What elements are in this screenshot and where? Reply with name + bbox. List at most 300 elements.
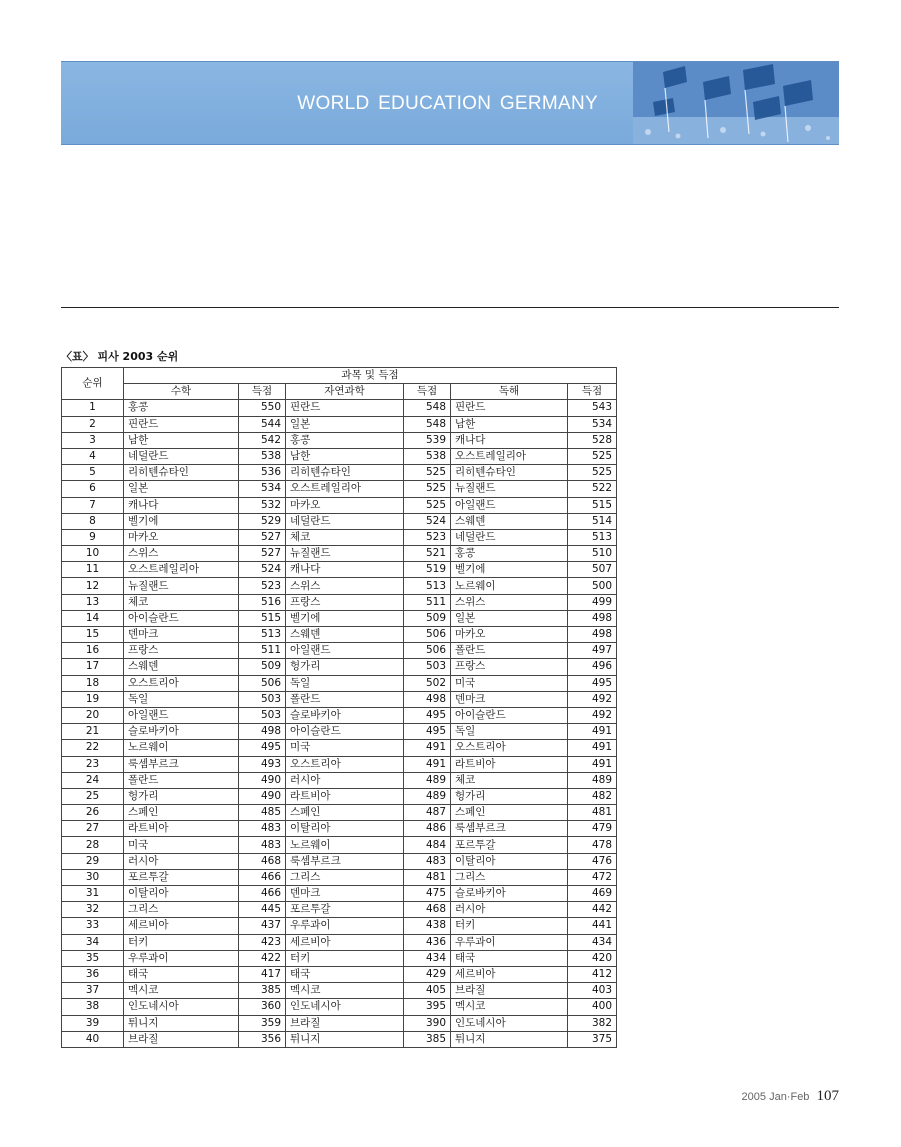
score-cell: 509	[404, 610, 451, 626]
rank-cell: 26	[62, 805, 124, 821]
rank-cell: 22	[62, 740, 124, 756]
country-cell: 스웨덴	[451, 513, 568, 529]
country-cell: 인도네시아	[451, 1015, 568, 1031]
score-cell: 390	[404, 1015, 451, 1031]
country-cell: 홍콩	[451, 546, 568, 562]
table-row	[62, 448, 617, 464]
country-cell: 우루과이	[286, 918, 404, 934]
score-cell: 523	[404, 529, 451, 545]
country-cell: 오스트리아	[124, 675, 239, 691]
score-cell: 498	[404, 691, 451, 707]
divider-line	[61, 307, 839, 308]
country-cell: 노르웨이	[286, 837, 404, 853]
score-cell: 522	[568, 481, 617, 497]
country-cell: 인도네시아	[286, 999, 404, 1015]
table-row	[62, 902, 617, 918]
country-cell: 프랑스	[451, 659, 568, 675]
country-cell: 노르웨이	[124, 740, 239, 756]
rank-cell: 10	[62, 546, 124, 562]
country-cell: 캐나다	[124, 497, 239, 513]
country-cell: 세르비아	[451, 966, 568, 982]
rank-cell: 1	[62, 400, 124, 416]
rank-cell: 19	[62, 691, 124, 707]
score-cell: 534	[568, 416, 617, 432]
table-row	[62, 966, 617, 982]
rank-cell: 4	[62, 448, 124, 464]
score-cell: 529	[239, 513, 286, 529]
score-cell: 513	[404, 578, 451, 594]
country-cell: 폴란드	[124, 772, 239, 788]
score-cell: 478	[568, 837, 617, 853]
score-cell: 486	[404, 821, 451, 837]
rank-cell: 24	[62, 772, 124, 788]
country-cell: 라트비아	[286, 788, 404, 804]
score-cell: 513	[568, 529, 617, 545]
rank-cell: 18	[62, 675, 124, 691]
score-cell: 495	[404, 707, 451, 723]
score-cell: 400	[568, 999, 617, 1015]
country-cell: 러시아	[286, 772, 404, 788]
score-cell: 484	[404, 837, 451, 853]
country-cell: 세르비아	[286, 934, 404, 950]
rank-cell: 17	[62, 659, 124, 675]
score-cell: 513	[239, 627, 286, 643]
table-row	[62, 772, 617, 788]
score-cell: 466	[239, 886, 286, 902]
country-cell: 아이슬란드	[286, 724, 404, 740]
country-cell: 프랑스	[286, 594, 404, 610]
country-cell: 마카오	[451, 627, 568, 643]
score-cell: 420	[568, 950, 617, 966]
score-cell: 498	[239, 724, 286, 740]
subheader-cell: 수학	[124, 384, 239, 400]
table-row	[62, 869, 617, 885]
country-cell: 스위스	[451, 594, 568, 610]
score-cell: 481	[404, 869, 451, 885]
country-cell: 튀니지	[451, 1031, 568, 1047]
table-row	[62, 659, 617, 675]
score-cell: 519	[404, 562, 451, 578]
country-cell: 라트비아	[124, 821, 239, 837]
country-cell: 폴란드	[286, 691, 404, 707]
score-cell: 491	[404, 756, 451, 772]
score-cell: 422	[239, 950, 286, 966]
country-cell: 오스트레일리아	[124, 562, 239, 578]
table-row	[62, 788, 617, 804]
country-cell: 벨기에	[286, 610, 404, 626]
country-cell: 미국	[286, 740, 404, 756]
score-cell: 550	[239, 400, 286, 416]
rank-cell: 20	[62, 707, 124, 723]
rank-cell: 6	[62, 481, 124, 497]
table-row	[62, 707, 617, 723]
score-cell: 492	[568, 707, 617, 723]
country-cell: 멕시코	[124, 983, 239, 999]
rank-cell: 15	[62, 627, 124, 643]
score-cell: 528	[568, 432, 617, 448]
country-cell: 네덜란드	[124, 448, 239, 464]
rank-cell: 38	[62, 999, 124, 1015]
score-cell: 382	[568, 1015, 617, 1031]
country-cell: 그리스	[451, 869, 568, 885]
score-cell: 538	[404, 448, 451, 464]
header-subjects-scores: 과목 및 득점	[124, 368, 617, 384]
score-cell: 395	[404, 999, 451, 1015]
table-row	[62, 756, 617, 772]
score-cell: 498	[568, 627, 617, 643]
score-cell: 515	[239, 610, 286, 626]
score-cell: 495	[239, 740, 286, 756]
score-cell: 385	[404, 1031, 451, 1047]
score-cell: 491	[404, 740, 451, 756]
score-cell: 503	[239, 691, 286, 707]
country-cell: 아일랜드	[124, 707, 239, 723]
rank-cell: 11	[62, 562, 124, 578]
country-cell: 캐나다	[286, 562, 404, 578]
rank-cell: 9	[62, 529, 124, 545]
country-cell: 마카오	[124, 529, 239, 545]
country-cell: 리히텐슈타인	[451, 465, 568, 481]
rank-cell: 12	[62, 578, 124, 594]
country-cell: 포르투갈	[451, 837, 568, 853]
score-cell: 489	[568, 772, 617, 788]
score-cell: 490	[239, 772, 286, 788]
score-cell: 506	[239, 675, 286, 691]
score-cell: 489	[404, 788, 451, 804]
country-cell: 이탈리아	[451, 853, 568, 869]
rank-cell: 25	[62, 788, 124, 804]
rank-cell: 30	[62, 869, 124, 885]
score-cell: 434	[568, 934, 617, 950]
score-cell: 498	[568, 610, 617, 626]
score-cell: 359	[239, 1015, 286, 1031]
country-cell: 태국	[124, 966, 239, 982]
country-cell: 멕시코	[286, 983, 404, 999]
score-cell: 417	[239, 966, 286, 982]
table-row	[62, 578, 617, 594]
score-cell: 506	[404, 643, 451, 659]
score-cell: 483	[239, 821, 286, 837]
country-cell: 오스트리아	[286, 756, 404, 772]
country-cell: 체코	[124, 594, 239, 610]
country-cell: 뉴질랜드	[451, 481, 568, 497]
country-cell: 리히텐슈타인	[124, 465, 239, 481]
country-cell: 일본	[451, 610, 568, 626]
issue-date: 2005 Jan·Feb	[741, 1091, 810, 1103]
country-cell: 룩셈부르크	[286, 853, 404, 869]
score-cell: 525	[404, 481, 451, 497]
score-cell: 405	[404, 983, 451, 999]
country-cell: 벨기에	[124, 513, 239, 529]
country-cell: 스페인	[451, 805, 568, 821]
country-cell: 미국	[451, 675, 568, 691]
score-cell: 489	[404, 772, 451, 788]
rank-cell: 21	[62, 724, 124, 740]
country-cell: 남한	[124, 432, 239, 448]
country-cell: 독일	[124, 691, 239, 707]
score-cell: 485	[239, 805, 286, 821]
score-cell: 497	[568, 643, 617, 659]
table-row	[62, 529, 617, 545]
score-cell: 360	[239, 999, 286, 1015]
rank-cell: 8	[62, 513, 124, 529]
country-cell: 덴마크	[451, 691, 568, 707]
score-cell: 496	[568, 659, 617, 675]
rank-cell: 39	[62, 1015, 124, 1031]
score-cell: 491	[568, 740, 617, 756]
country-cell: 아일랜드	[451, 497, 568, 513]
rank-cell: 40	[62, 1031, 124, 1047]
rank-cell: 28	[62, 837, 124, 853]
table-row	[62, 918, 617, 934]
rank-cell: 32	[62, 902, 124, 918]
country-cell: 독일	[451, 724, 568, 740]
score-cell: 532	[239, 497, 286, 513]
country-cell: 스위스	[286, 578, 404, 594]
country-cell: 핀란드	[124, 416, 239, 432]
score-cell: 544	[239, 416, 286, 432]
score-cell: 525	[404, 465, 451, 481]
table-row	[62, 675, 617, 691]
table-row	[62, 610, 617, 626]
page-footer	[742, 1088, 839, 1105]
country-cell: 아일랜드	[286, 643, 404, 659]
country-cell: 스페인	[286, 805, 404, 821]
score-cell: 525	[568, 465, 617, 481]
subheader-cell: 득점	[239, 384, 286, 400]
country-cell: 일본	[124, 481, 239, 497]
country-cell: 미국	[124, 837, 239, 853]
score-cell: 534	[239, 481, 286, 497]
country-cell: 아이슬란드	[124, 610, 239, 626]
score-cell: 525	[404, 497, 451, 513]
table-row	[62, 643, 617, 659]
country-cell: 터키	[451, 918, 568, 934]
country-cell: 오스트레일리아	[286, 481, 404, 497]
country-cell: 캐나다	[451, 432, 568, 448]
score-cell: 524	[404, 513, 451, 529]
table-row	[62, 999, 617, 1015]
country-cell: 뉴질랜드	[286, 546, 404, 562]
country-cell: 헝가리	[451, 788, 568, 804]
flags-photo	[633, 62, 839, 144]
rank-cell: 35	[62, 950, 124, 966]
country-cell: 리히텐슈타인	[286, 465, 404, 481]
table-row	[62, 594, 617, 610]
rank-cell: 3	[62, 432, 124, 448]
country-cell: 네덜란드	[286, 513, 404, 529]
score-cell: 487	[404, 805, 451, 821]
country-cell: 튀니지	[286, 1031, 404, 1047]
score-cell: 482	[568, 788, 617, 804]
country-cell: 러시아	[451, 902, 568, 918]
rank-cell: 37	[62, 983, 124, 999]
table-row	[62, 853, 617, 869]
country-cell: 태국	[286, 966, 404, 982]
table-row	[62, 562, 617, 578]
table-row	[62, 837, 617, 853]
score-cell: 503	[404, 659, 451, 675]
country-cell: 헝가리	[124, 788, 239, 804]
country-cell: 네덜란드	[451, 529, 568, 545]
subheader-cell: 자연과학	[286, 384, 404, 400]
score-cell: 521	[404, 546, 451, 562]
country-cell: 세르비아	[124, 918, 239, 934]
score-cell: 403	[568, 983, 617, 999]
country-cell: 튀니지	[124, 1015, 239, 1031]
country-cell: 덴마크	[286, 886, 404, 902]
score-cell: 434	[404, 950, 451, 966]
country-cell: 멕시코	[451, 999, 568, 1015]
country-cell: 슬로바키아	[451, 886, 568, 902]
rank-cell: 36	[62, 966, 124, 982]
score-cell: 507	[568, 562, 617, 578]
score-cell: 491	[568, 756, 617, 772]
score-cell: 476	[568, 853, 617, 869]
rank-cell: 14	[62, 610, 124, 626]
table-row	[62, 724, 617, 740]
score-cell: 385	[239, 983, 286, 999]
country-cell: 마카오	[286, 497, 404, 513]
score-cell: 500	[568, 578, 617, 594]
country-cell: 벨기에	[451, 562, 568, 578]
score-cell: 491	[568, 724, 617, 740]
score-cell: 516	[239, 594, 286, 610]
score-cell: 543	[568, 400, 617, 416]
country-cell: 스페인	[124, 805, 239, 821]
score-cell: 483	[404, 853, 451, 869]
score-cell: 511	[404, 594, 451, 610]
subheader-cell: 득점	[568, 384, 617, 400]
table-row	[62, 465, 617, 481]
country-cell: 프랑스	[124, 643, 239, 659]
score-cell: 539	[404, 432, 451, 448]
score-cell: 502	[404, 675, 451, 691]
score-cell: 441	[568, 918, 617, 934]
country-cell: 덴마크	[124, 627, 239, 643]
country-cell: 이탈리아	[124, 886, 239, 902]
score-cell: 479	[568, 821, 617, 837]
country-cell: 터키	[124, 934, 239, 950]
table-row	[62, 627, 617, 643]
score-cell: 438	[404, 918, 451, 934]
rank-cell: 27	[62, 821, 124, 837]
score-cell: 509	[239, 659, 286, 675]
country-cell: 핀란드	[286, 400, 404, 416]
rank-cell: 33	[62, 918, 124, 934]
score-cell: 503	[239, 707, 286, 723]
score-cell: 527	[239, 546, 286, 562]
score-cell: 511	[239, 643, 286, 659]
section-title: WORLD EDUCATION GERMANY	[297, 93, 598, 114]
score-cell: 524	[239, 562, 286, 578]
table-row	[62, 886, 617, 902]
country-cell: 우루과이	[451, 934, 568, 950]
subheader-cell: 독해	[451, 384, 568, 400]
score-cell: 472	[568, 869, 617, 885]
country-cell: 독일	[286, 675, 404, 691]
country-cell: 룩셈부르크	[124, 756, 239, 772]
score-cell: 468	[404, 902, 451, 918]
score-cell: 356	[239, 1031, 286, 1047]
table-row	[62, 497, 617, 513]
score-cell: 436	[404, 934, 451, 950]
country-cell: 룩셈부르크	[451, 821, 568, 837]
country-cell: 브라질	[286, 1015, 404, 1031]
country-cell: 남한	[286, 448, 404, 464]
score-cell: 514	[568, 513, 617, 529]
country-cell: 핀란드	[451, 400, 568, 416]
rank-cell: 13	[62, 594, 124, 610]
score-cell: 481	[568, 805, 617, 821]
country-cell: 헝가리	[286, 659, 404, 675]
country-cell: 체코	[286, 529, 404, 545]
score-cell: 542	[239, 432, 286, 448]
table-row	[62, 432, 617, 448]
country-cell: 태국	[451, 950, 568, 966]
page-number: 107	[816, 1088, 839, 1104]
table-row	[62, 934, 617, 950]
score-cell: 493	[239, 756, 286, 772]
score-cell: 499	[568, 594, 617, 610]
rank-cell: 34	[62, 934, 124, 950]
score-cell: 469	[568, 886, 617, 902]
score-cell: 490	[239, 788, 286, 804]
table-row	[62, 416, 617, 432]
table-row	[62, 400, 617, 416]
country-cell: 포르투갈	[124, 869, 239, 885]
country-cell: 터키	[286, 950, 404, 966]
score-cell: 429	[404, 966, 451, 982]
header-rank: 순위	[62, 368, 124, 400]
country-cell: 스웨덴	[286, 627, 404, 643]
country-cell: 홍콩	[124, 400, 239, 416]
country-cell: 러시아	[124, 853, 239, 869]
country-cell: 오스트리아	[451, 740, 568, 756]
country-cell: 이탈리아	[286, 821, 404, 837]
score-cell: 475	[404, 886, 451, 902]
country-cell: 체코	[451, 772, 568, 788]
country-cell: 브라질	[451, 983, 568, 999]
rank-cell: 23	[62, 756, 124, 772]
country-cell: 우루과이	[124, 950, 239, 966]
score-cell: 492	[568, 691, 617, 707]
rank-cell: 7	[62, 497, 124, 513]
country-cell: 슬로바키아	[286, 707, 404, 723]
score-cell: 527	[239, 529, 286, 545]
country-cell: 홍콩	[286, 432, 404, 448]
score-cell: 510	[568, 546, 617, 562]
score-cell: 423	[239, 934, 286, 950]
pisa-ranking-table	[61, 367, 617, 1048]
score-cell: 495	[568, 675, 617, 691]
table-row	[62, 546, 617, 562]
table-row	[62, 1031, 617, 1047]
table-row	[62, 983, 617, 999]
rank-cell: 31	[62, 886, 124, 902]
country-cell: 오스트레일리아	[451, 448, 568, 464]
country-cell: 스웨덴	[124, 659, 239, 675]
score-cell: 412	[568, 966, 617, 982]
country-cell: 그리스	[124, 902, 239, 918]
score-cell: 515	[568, 497, 617, 513]
score-cell: 506	[404, 627, 451, 643]
country-cell: 슬로바키아	[124, 724, 239, 740]
country-cell: 인도네시아	[124, 999, 239, 1015]
table-row	[62, 821, 617, 837]
rank-cell: 29	[62, 853, 124, 869]
score-cell: 437	[239, 918, 286, 934]
